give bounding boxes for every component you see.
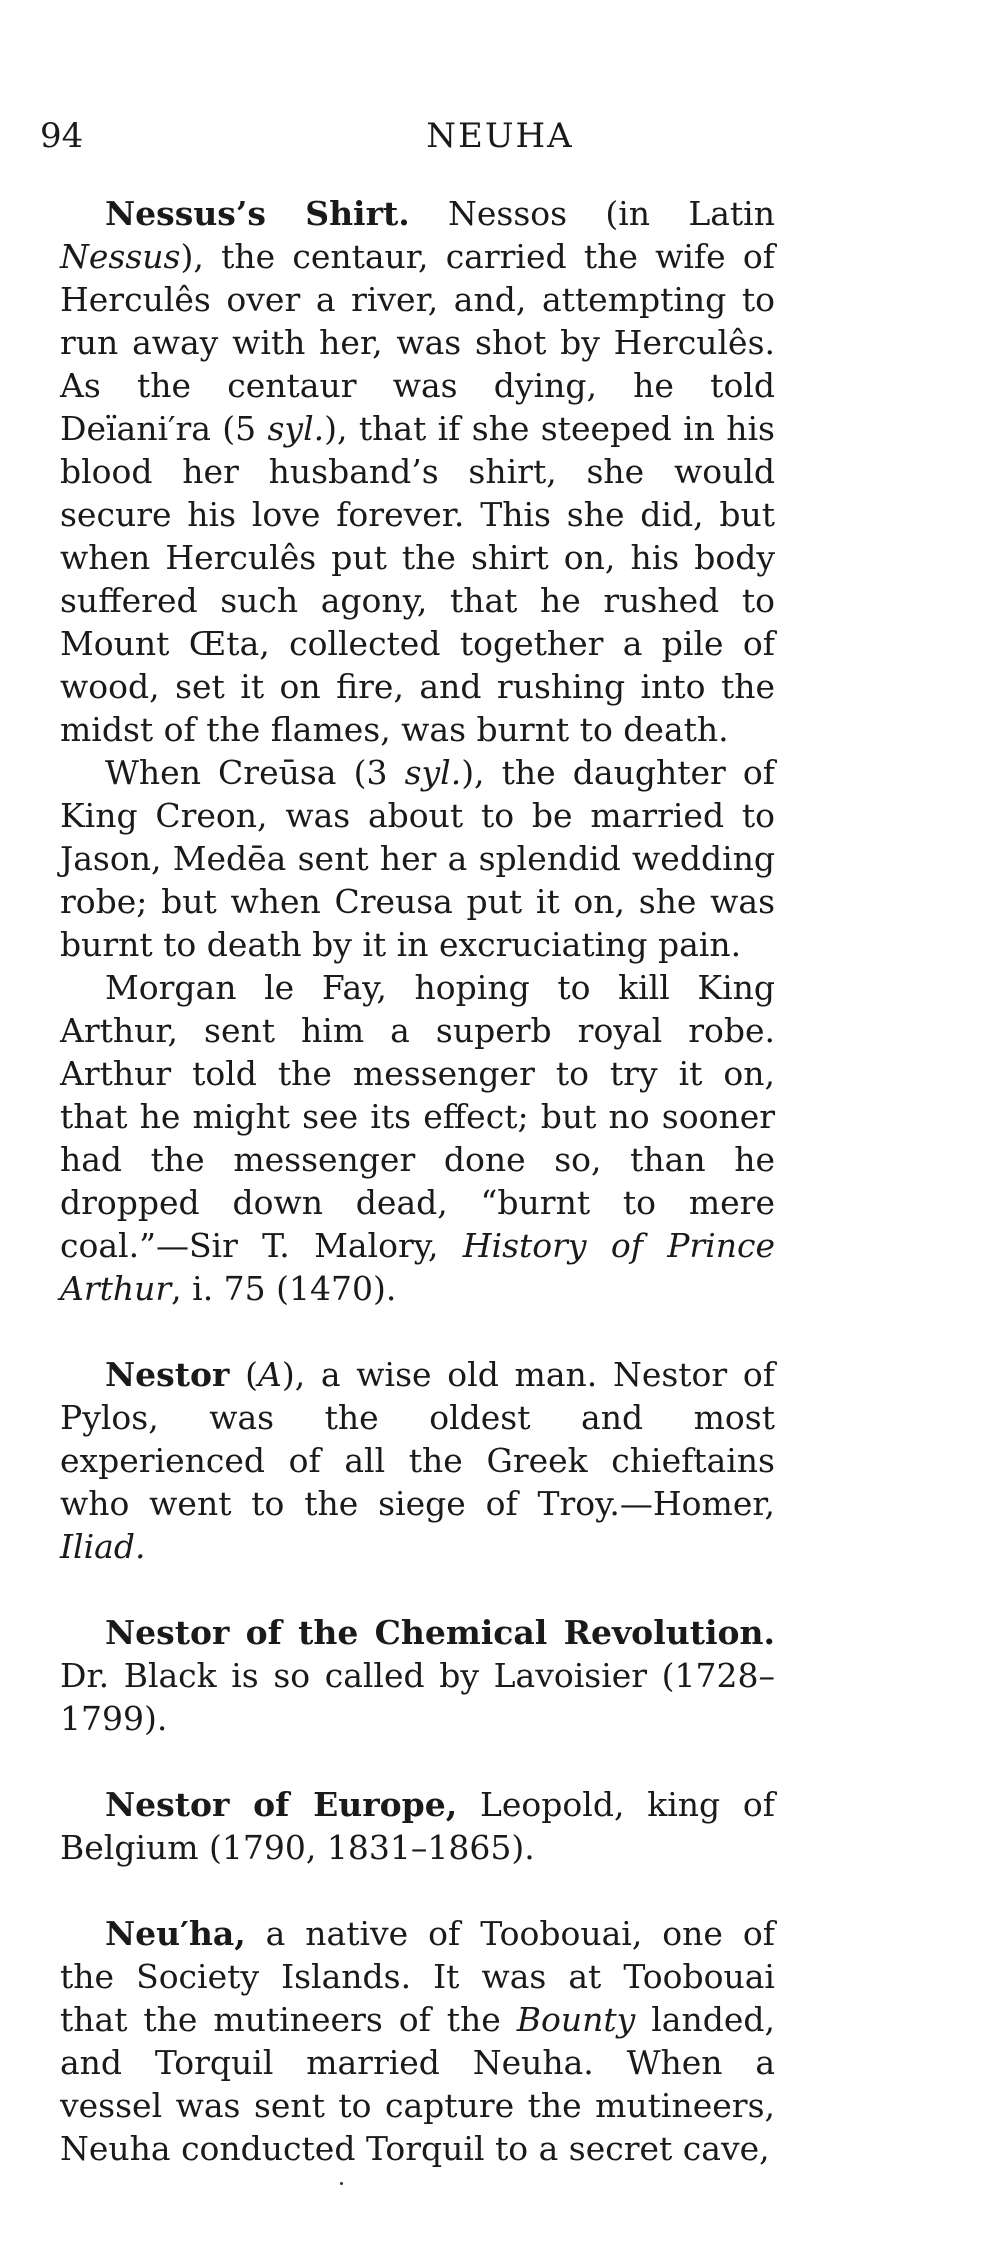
entry-paragraph bbox=[60, 1353, 775, 1568]
entry-paragraph bbox=[60, 1912, 775, 2170]
body-text-run: Leopold, king of Belgium (1790, 1831–1865). bbox=[60, 1785, 775, 1867]
running-head: NEUHA bbox=[426, 116, 574, 156]
page-number: 94 bbox=[40, 116, 84, 156]
body-text-run: a native of Toobouai, one of the Society Islands. It was at Toobouai that the mutineers of the bbox=[60, 1914, 775, 2039]
entry-paragraph bbox=[60, 1611, 775, 1740]
printer-mark bbox=[340, 2182, 343, 2185]
body-text-run: Morgan le Fay, hoping to kill King Arthur, sent him a superb royal robe. Arthur told the messenger to try it on, that he might see its effect; but no sooner had the messenger done so, than he dropped down dead, “burnt to mere coal.”—Sir T. Malory, bbox=[60, 968, 775, 1265]
body-text-run: When Creūsa (3 bbox=[105, 753, 405, 792]
italic-text: syl. bbox=[404, 753, 462, 792]
entry-headword: Neu′ha, bbox=[105, 1914, 246, 1953]
italic-text: Iliad. bbox=[60, 1527, 146, 1566]
italic-text: History of Prince Arthur bbox=[60, 1226, 775, 1308]
body-text-run: , i. 75 (1470). bbox=[171, 1269, 397, 1308]
body-text-run: ), a wise old man. Nestor of Pylos, was the oldest and most experienced of all the Greek chieftains who went to the siege of Troy.—Homer, bbox=[60, 1355, 775, 1523]
body-text-run: ), that if she steeped in his blood her husband’s shirt, she would secure his love forever. This she did, but when Herculês put the shirt on, his body suffered such agony, that he rushed to Mount Œta, collected together a pile of wood, set it on fire, and rushing into the midst of the flames, was burnt to death. bbox=[60, 409, 775, 749]
italic-text: Nessus bbox=[60, 237, 181, 276]
dictionary-entries bbox=[60, 192, 775, 2170]
entry-continuation bbox=[60, 966, 775, 1310]
body-text-run: ), the centaur, carried the wife of Herculês over a river, and, attempting to run away with her, was shot by Herculês. As the centaur was dying, he told Deïani′ra (5 bbox=[60, 237, 775, 448]
entry-headword: Nestor of Europe, bbox=[105, 1785, 458, 1824]
entry-paragraph bbox=[60, 1783, 775, 1869]
entry-continuation bbox=[60, 751, 775, 966]
entry-paragraph bbox=[60, 192, 775, 751]
italic-text: A bbox=[257, 1355, 282, 1394]
italic-text: Bounty bbox=[516, 2000, 636, 2039]
entry-headword: Nestor bbox=[105, 1355, 230, 1394]
body-text-run: landed, and Torquil married Neuha. When a vessel was sent to capture the mutineers, Neuha conducted Torquil to a secret cave, bbox=[60, 2000, 775, 2168]
entry-headword: Nestor of the Chemical Revolution. bbox=[105, 1613, 775, 1652]
body-text-run: ), the daughter of King Creon, was about to be married to Jason, Medēa sent her a splendid wedding robe; but when Creusa put it on, she was burnt to death by it in excruciating pain. bbox=[60, 753, 775, 964]
body-text-run: ( bbox=[229, 1355, 258, 1394]
body-text-run: Dr. Black is so called by Lavoisier (1728–1799). bbox=[60, 1656, 775, 1738]
italic-text: syl. bbox=[267, 409, 325, 448]
entry-headword: Nessus’s Shirt. bbox=[105, 194, 410, 233]
body-text-run: Nessos (in Latin bbox=[448, 194, 775, 233]
